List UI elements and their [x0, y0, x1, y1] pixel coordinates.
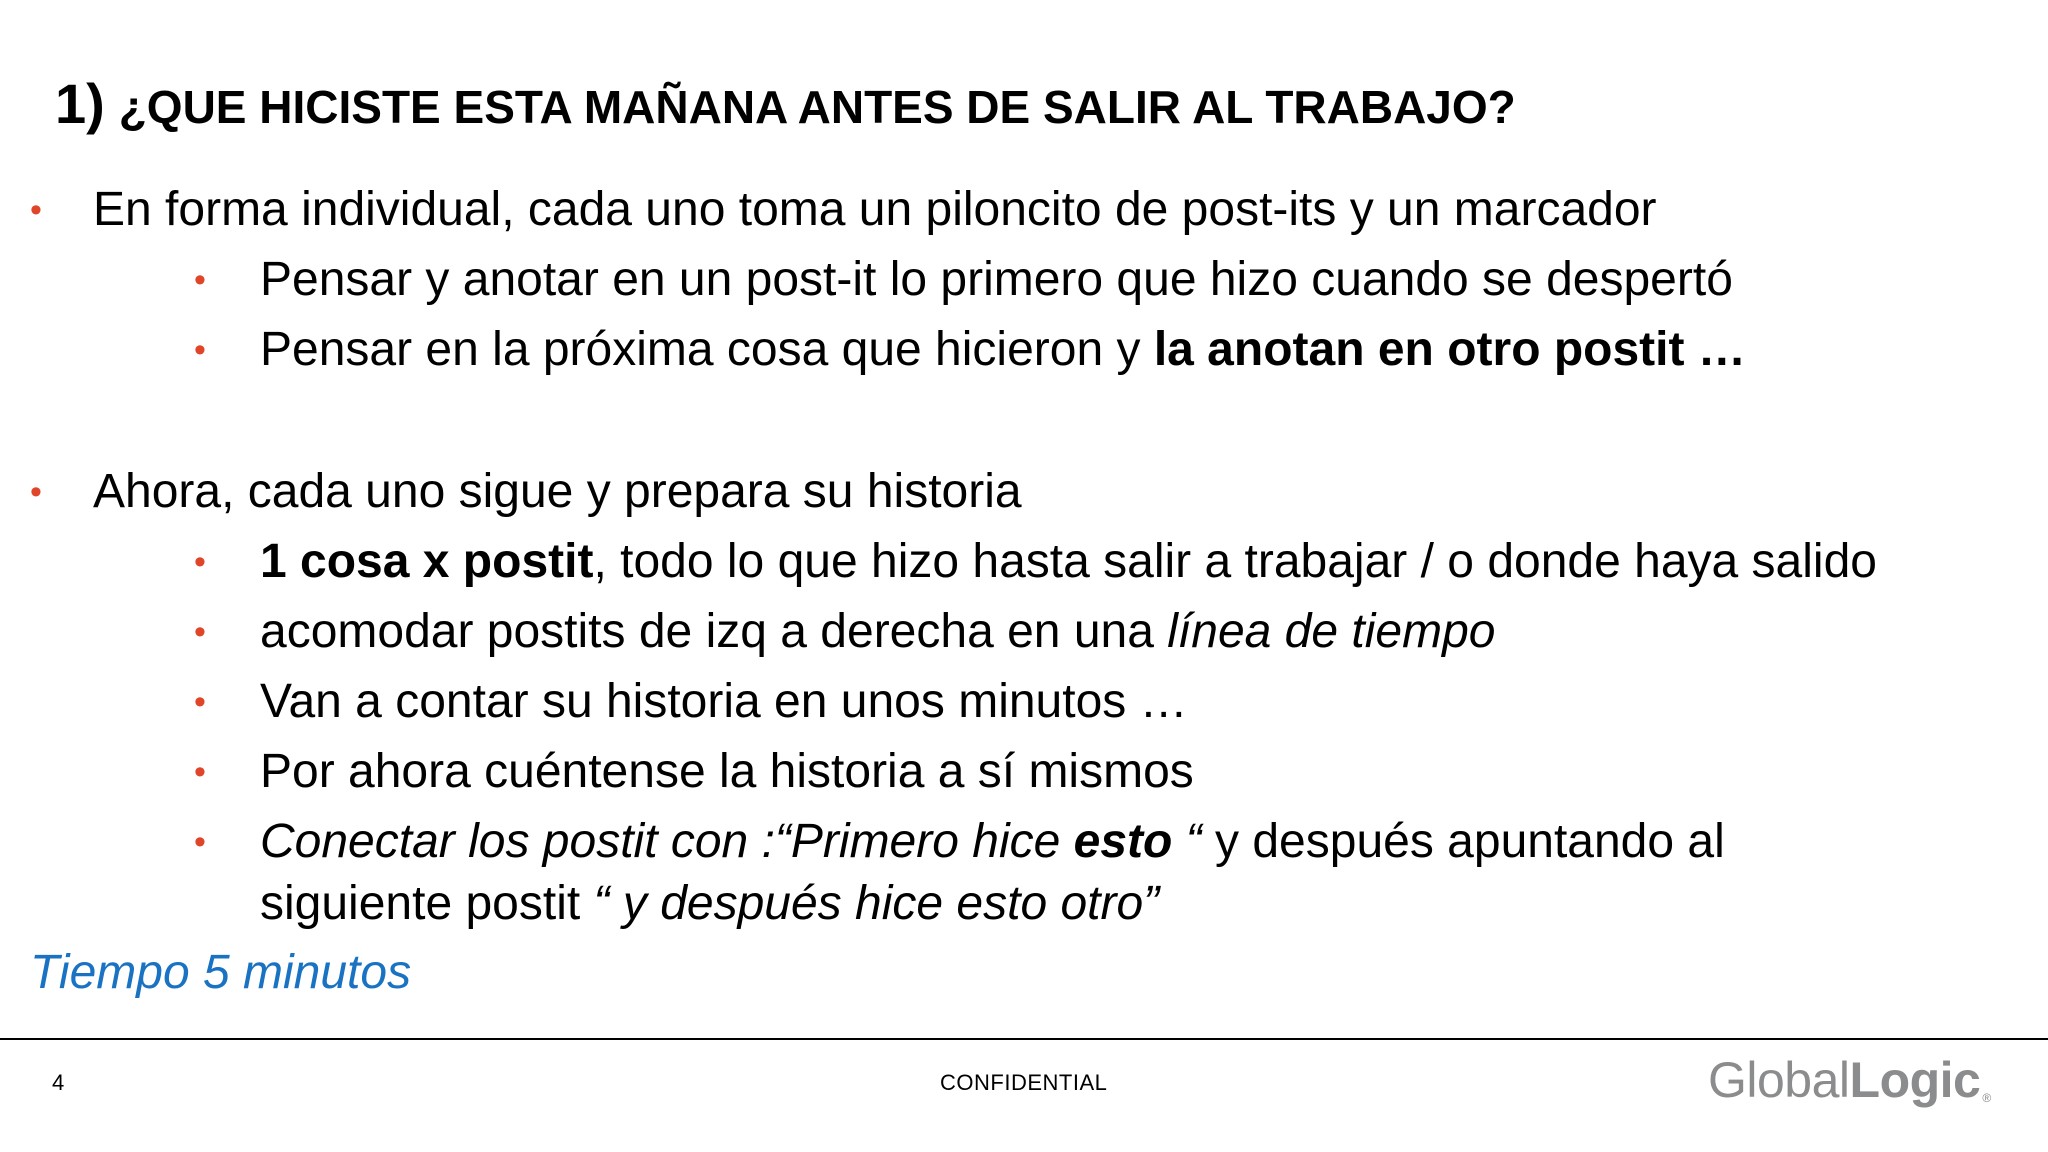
bullet-text: y después apuntando al: [1201, 815, 1725, 868]
bullet-item-individual: [93, 180, 1657, 240]
bullet-marker: •: [30, 473, 42, 511]
bullet-text-bold: 1 cosa x postit: [260, 535, 594, 588]
bullet-text-italic: Conectar los postit con :“Primero hice: [260, 815, 1074, 868]
bullet-text: Pensar en la próxima cosa que hicieron y: [260, 323, 1154, 376]
bullet-text-bold: la anotan en otro postit …: [1153, 323, 1746, 376]
bullet-marker: •: [194, 261, 206, 299]
bullet-marker: •: [194, 823, 206, 861]
bullet-item-ahora: [93, 462, 1022, 522]
bullet-text: En forma individual, cada uno toma un piloncito de post-its y un marcador: [93, 183, 1657, 236]
bullet-text: siguiente postit: [260, 877, 594, 930]
bullet-text-italic: línea de tiempo: [1167, 605, 1496, 658]
bullet-text-italic: “: [1172, 815, 1202, 868]
title-number: 1): [55, 72, 105, 135]
time-note: Tiempo 5 minutos: [30, 946, 412, 999]
bullet-marker: •: [194, 331, 206, 369]
bullet-text: Pensar y anotar en un post-it lo primero que hizo cuando se despertó: [260, 253, 1733, 306]
bullet-item-una-cosa: [260, 532, 1877, 592]
bullet-text: Ahora, cada uno sigue y prepara su historia: [93, 465, 1022, 518]
bullet-text-italic: “ y después hice esto otro”: [593, 877, 1160, 930]
bullet-marker: •: [194, 613, 206, 651]
globallogic-logo: [1708, 1040, 1991, 1120]
confidential-label: CONFIDENTIAL: [940, 1070, 1108, 1095]
bullet-item-proxima-cosa: [260, 320, 1746, 380]
bullet-text: Van a contar su historia en unos minutos …: [260, 675, 1188, 728]
logo-text-logic: Logic: [1849, 1052, 1981, 1108]
registered-mark: ®: [1982, 1091, 1991, 1105]
bullet-item-acomodar: [260, 602, 1495, 662]
bullet-text: , todo lo que hizo hasta salir a trabajar / o donde haya salido: [593, 535, 1877, 588]
bullet-marker: •: [194, 753, 206, 791]
page-number: 4: [52, 1070, 65, 1095]
bullet-marker: •: [194, 543, 206, 581]
bullet-item-pensar-anotar: [260, 250, 1733, 310]
bullet-text-bold-italic: esto: [1073, 815, 1173, 868]
bullet-text: acomodar postits de izq a derecha en una: [260, 605, 1168, 658]
bullet-marker: •: [30, 191, 42, 229]
bullet-item-por-ahora: [260, 742, 1194, 802]
bullet-marker: •: [194, 683, 206, 721]
bullet-item-contar: [260, 672, 1188, 732]
bullet-text: Por ahora cuéntense la historia a sí mismos: [260, 745, 1194, 798]
bullet-item-conectar: [260, 812, 1725, 872]
slide-title: [55, 72, 1516, 139]
title-text: ¿QUE HICISTE ESTA MAÑANA ANTES DE SALIR AL TRABAJO?: [118, 81, 1516, 133]
logo-text-global: Global: [1708, 1052, 1850, 1108]
bullet-item-conectar-continuation: [260, 874, 1159, 934]
